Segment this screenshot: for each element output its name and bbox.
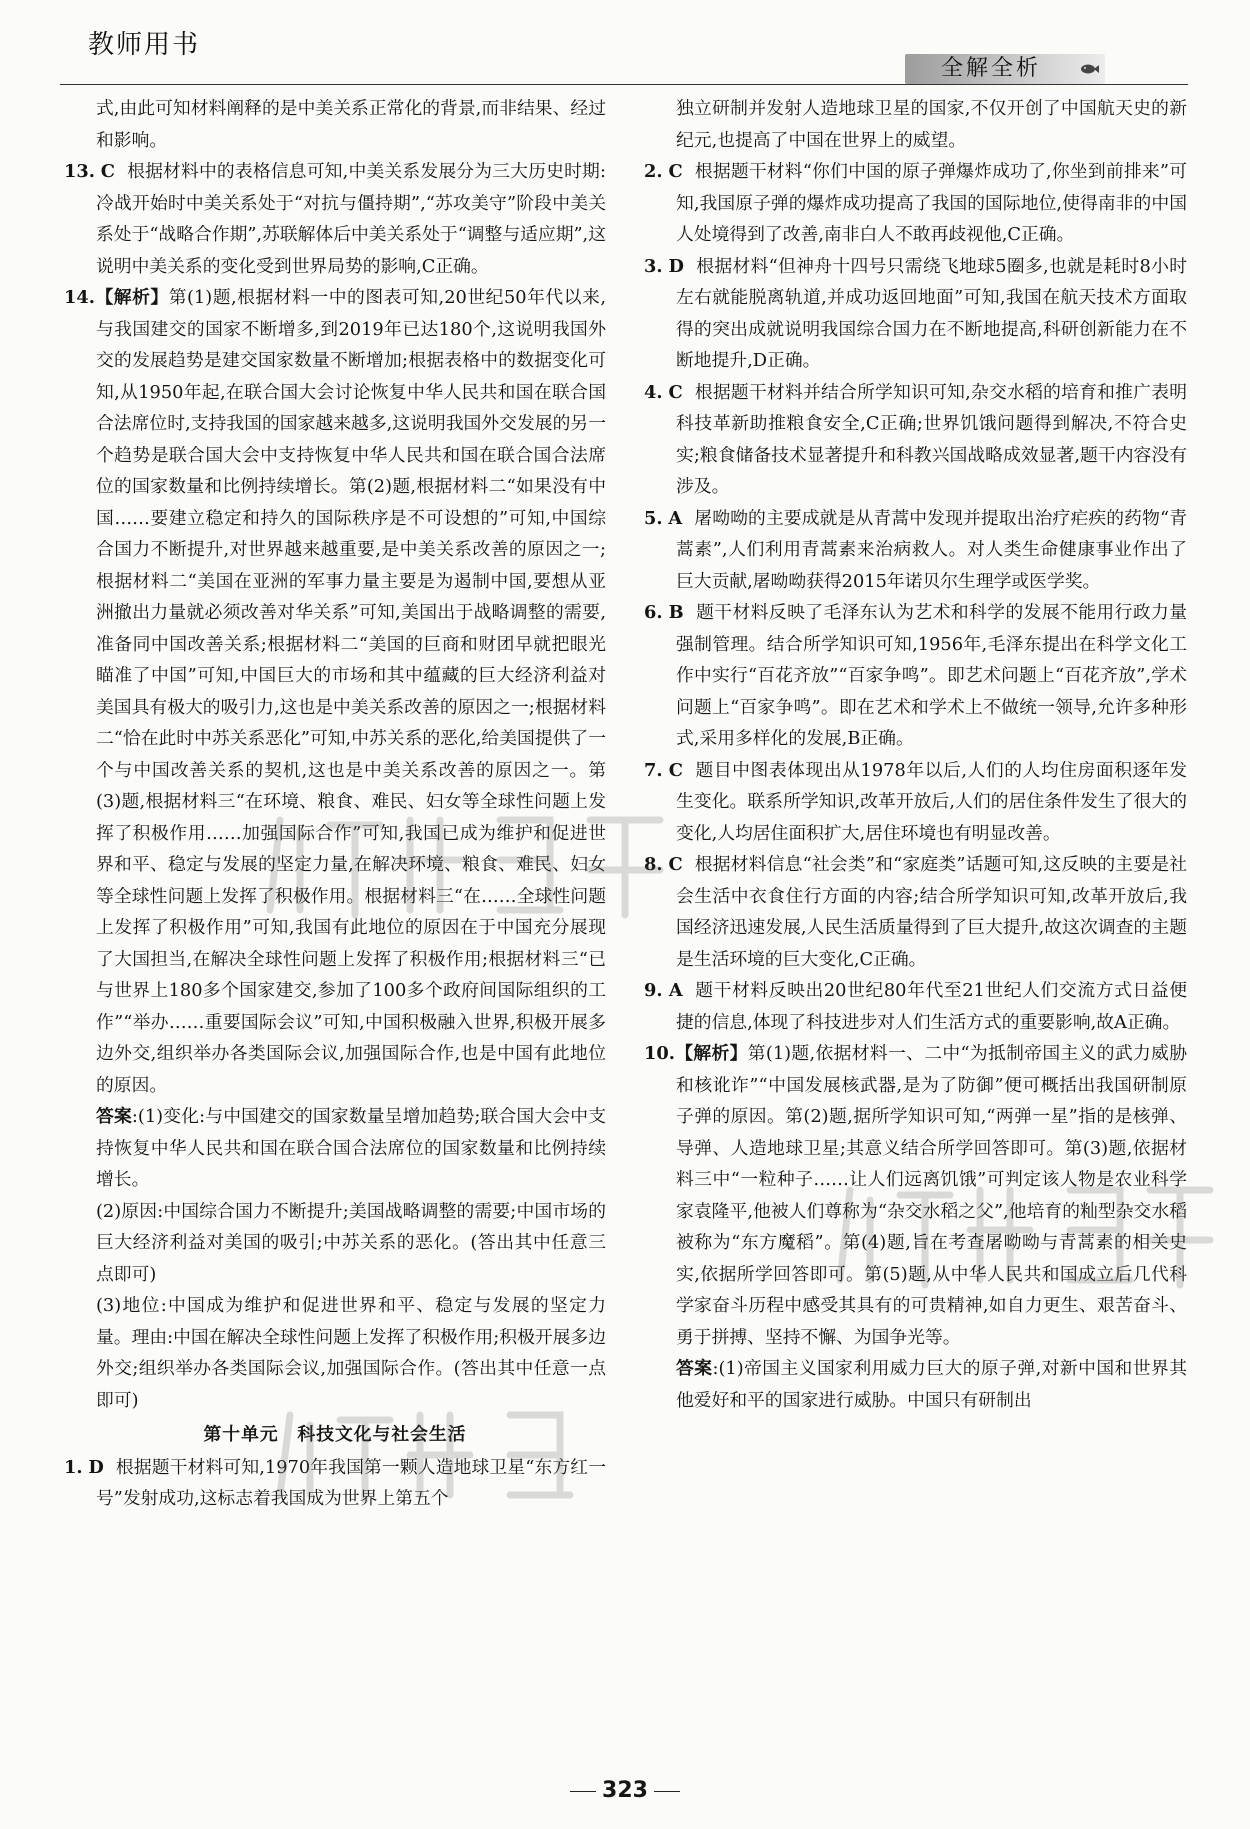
item-number: 8. [644, 854, 663, 875]
answer-item-14 [64, 282, 606, 1101]
answer-item-6 [644, 597, 1187, 755]
item-number: 13. [64, 161, 95, 182]
answer-item-2 [644, 156, 1187, 251]
item-text: 根据题干材料可知,1970年我国第一颗人造地球卫星“东方红一号”发射成功,这标志着我国成为世界上第五个 [96, 1456, 607, 1509]
item-text: 题目中图表体现出从1978年以后,人们的人均住房面积逐年发生变化。联系所学知识,改革开放后,人们的居住条件发生了很大的变化,人均居住面积扩大,居住环境也有明显改善。 [676, 759, 1188, 844]
item-option: A [668, 980, 683, 1001]
left-column [64, 93, 606, 1515]
item-number: 1. [64, 1456, 83, 1478]
item-option: A [668, 507, 683, 529]
item-text: 根据题干材料并结合所学知识可知,杂交水稻的培育和推广表明科技革新助推粮食安全,C正确;世界饥饿问题得到解决,不符合史实;粮食储备技术显著提升和科教兴国战略成效显著,题干内容没有涉及。 [676, 381, 1187, 497]
answer-item-8 [644, 849, 1187, 975]
answer-item-3 [644, 251, 1187, 377]
item-option: D [668, 255, 684, 277]
answer-item-9 [644, 975, 1187, 1038]
answer-item-7 [644, 755, 1187, 850]
header-left-title: 教师用书 [88, 30, 201, 60]
item-number: 5. [644, 507, 663, 529]
unit-title: 第十单元 科技文化与社会生活 [203, 1424, 467, 1445]
right-continuation-paragraph: 独立研制并发射人造地球卫星的国家,不仅开创了中国航天史的新纪元,也提高了中国在世界上的威望。 [676, 98, 1187, 151]
right-column [644, 93, 1187, 1416]
item-text: 根据材料中的表格信息可知,中美关系发展分为三大历史时期:冷战开始时中美关系处于“对抗与僵持期”,“苏攻美守”阶段中美关系处于“战略合作期”,苏联解体后中美关系处于“调整与适应期”,这说明中美关系的变化受到世界局势的影响,C正确。 [96, 161, 606, 277]
item-option: D [88, 1456, 104, 1478]
item-option: C [668, 759, 683, 781]
answer-text: :(1)变化:与中国建交的国家数量呈增加趋势;联合国大会中支持恢复中华人民共和国在联合国合法席位的国家数量和比例持续增长。 [96, 1106, 606, 1190]
item-number: 2. [644, 161, 663, 182]
item-option: C [100, 161, 115, 182]
item-number: 3. [644, 255, 663, 277]
item-text: 题干材料反映出20世纪80年代至21世纪人们交流方式日益便捷的信息,体现了科技进步对人们生活方式的重要影响,故A正确。 [676, 980, 1187, 1033]
analysis-tag: 【解析】 [674, 1043, 748, 1064]
item-text: 根据题干材料“你们中国的原子弹爆炸成功了,你坐到前排来”可知,我国原子弹的爆炸成功提高了我国的国际地位,使得南非的中国人处境得到了改善,南非白人不敢再歧视他,C正确。 [676, 161, 1187, 245]
page-number: 323 [0, 1778, 1250, 1803]
item-number: 10. [644, 1043, 675, 1064]
header-badge-text: 全解全析 [940, 56, 1041, 81]
item-text: 题干材料反映了毛泽东认为艺术和科学的发展不能用行政力量强制管理。结合所学知识可知,1956年,毛泽东提出在科学文化工作中实行“百花齐放”“百家争鸣”。即艺术问题上“百花齐放”,学术问题上“百家争鸣”。即在艺术和学术上不做统一领导,允许多种形式,采用多样化的发展,B正确。 [676, 602, 1187, 749]
analysis-tag: 【解析】 [94, 287, 169, 308]
item-text: 第(1)题,根据材料一中的图表可知,20世纪50年代以来,与我国建交的国家不断增多,到2019年已达180个,这说明我国外交的发展趋势是建交国家数量不断增加;根据表格中的数据变化可知,从1950年起,在联合国大会讨论恢复中华人民共和国在联合国合法席位时,支持我国的国家越来越多,这说明我国外交发展的另一个趋势是联合国大会中支持恢复中华人民共和国在联合国合法席位的国家数量和比例持续增长。第(2)题,根据材料二“如果没有中国……要建立稳定和持久的国际秩序是不可设想的”可知,中国综合国力不断提升,对世界越来越重要,是中美关系改善的原因之一;根据材料二“美国在亚洲的军事力量主要是为遏制中国,要想从亚洲撤出力量就必须改善对华关系”可知,美国出于战略调整的需要,准备同中国改善关系;根据材料二“美国的巨商和财团早就把眼光瞄准了中国”可知,中国巨大的市场和其中蕴藏的巨大经济利益对美国具有极大的吸引力,这也是中美关系改善的原因之一;根据材料二“恰在此时中苏关系恶化”可知,中苏关系的恶化,给美国提供了一个与中国改善关系的契机,这也是中美关系改善的原因之一。第(3)题,根据材料三“在环境、粮食、难民、妇女等全球性问题上发挥了积极作用……加强国际合作”可知,我国已成为维护和促进世界和平、稳定与发展的坚定力量,在解决环境、粮食、难民、妇女等全球性问题上发挥了积极作用。根据材料三“在……全球性问题上发挥了积极作用”可知,我国有此地位的原因在于中国充分展现了大国担当,在解决全球性问题上发挥了积极作用;根据材料三“已与世界上180多个国家建交,参加了100多个政府间国际组织的工作”“举办……重要国际会议”可知,中国积极融入世界,积极开展多边外交,组织举办各类国际会议,加强国际合作,也是中国有此地位的原因。 [96, 287, 606, 1096]
item-text: 根据材料信息“社会类”和“家庭类”话题可知,这反映的主要是社会生活中衣食住行方面的内容;结合所学知识可知,改革开放后,我国经济迅速发展,人民生活质量得到了巨大提升,故这次调查的主题是生活环境的巨大变化,C正确。 [676, 854, 1188, 970]
header-badge [905, 54, 1105, 84]
answer-item-1 [64, 1452, 606, 1515]
item-number: 9. [644, 980, 663, 1001]
item-text: 根据材料“但神舟十四号只需绕飞地球5圈多,也就是耗时8小时左右就能脱离轨道,并成功返回地面”可知,我国在航天技术方面取得的突出成就说明我国综合国力在不断地提高,科研创新能力在不断地提升,D正确。 [676, 255, 1187, 371]
answer-item-4 [644, 377, 1187, 503]
answer-label: 答案 [96, 1106, 132, 1127]
answer-block-2: (2)原因:中国综合国力不断提升;美国战略调整的需要;中国市场的巨大经济利益对美国的吸引;中苏关系的恶化。(答出其中任意三点即可) [96, 1200, 606, 1285]
item-option: C [668, 381, 683, 403]
item-option: C [668, 161, 683, 182]
answer-item-13 [64, 156, 606, 282]
item-option: C [668, 854, 683, 875]
item-option: B [668, 602, 684, 623]
left-continuation-paragraph: 式,由此可知材料阐释的是中美关系正常化的背景,而非结果、经过和影响。 [96, 98, 606, 151]
answer-block-3: (3)地位:中国成为维护和促进世界和平、稳定与发展的坚定力量。理由:中国在解决全球性问题上发挥了积极作用;积极开展多边外交;组织举办各类国际会议,加强国际合作。(答出其中任意一点即可) [96, 1295, 606, 1411]
answer-item-10 [644, 1038, 1187, 1353]
item-number: 6. [644, 602, 663, 623]
answer-item-5 [644, 503, 1187, 598]
item-number: 14. [64, 287, 95, 308]
item-number: 4. [644, 381, 663, 403]
item-text: 屠呦呦的主要成就是从青蒿中发现并提取出治疗疟疾的药物“青蒿素”,人们利用青蒿素来治病救人。对人类生命健康事业作出了巨大贡献,屠呦呦获得2015年诺贝尔生理学或医学奖。 [676, 507, 1188, 592]
item-number: 7. [644, 759, 663, 781]
answer-text: :(1)帝国主义国家利用威力巨大的原子弹,对新中国和世界其他爱好和平的国家进行威胁。中国只有研制出 [676, 1358, 1187, 1411]
answer-block-1 [64, 1101, 606, 1196]
answer-block-10 [644, 1353, 1187, 1416]
fish-icon [1079, 60, 1099, 78]
answer-label: 答案 [676, 1358, 713, 1379]
header-rule [60, 84, 1188, 85]
item-text: 第(1)题,依据材料一、二中“为抵制帝国主义的武力威胁和核讹诈”“中国发展核武器,是为了防御”便可概括出我国研制原子弹的原因。第(2)题,据所学知识可知,“两弹一星”指的是核弹、导弹、人造地球卫星;其意义结合所学回答即可。第(3)题,依据材料三中“一粒种子……让人们远离饥饿”可判定该人物是农业科学家袁隆平,他被人们尊称为“杂交水稻之父”,他培育的籼型杂交水稻被称为“东方魔稻”。第(4)题,旨在考查屠呦呦与青蒿素的相关史实,依据所学回答即可。第(5)题,从中华人民共和国成立后几代科学家奋斗历程中感受其具有的可贵精神,如自力更生、艰苦奋斗、勇于拼搏、坚持不懈、为国争光等。 [676, 1043, 1187, 1348]
